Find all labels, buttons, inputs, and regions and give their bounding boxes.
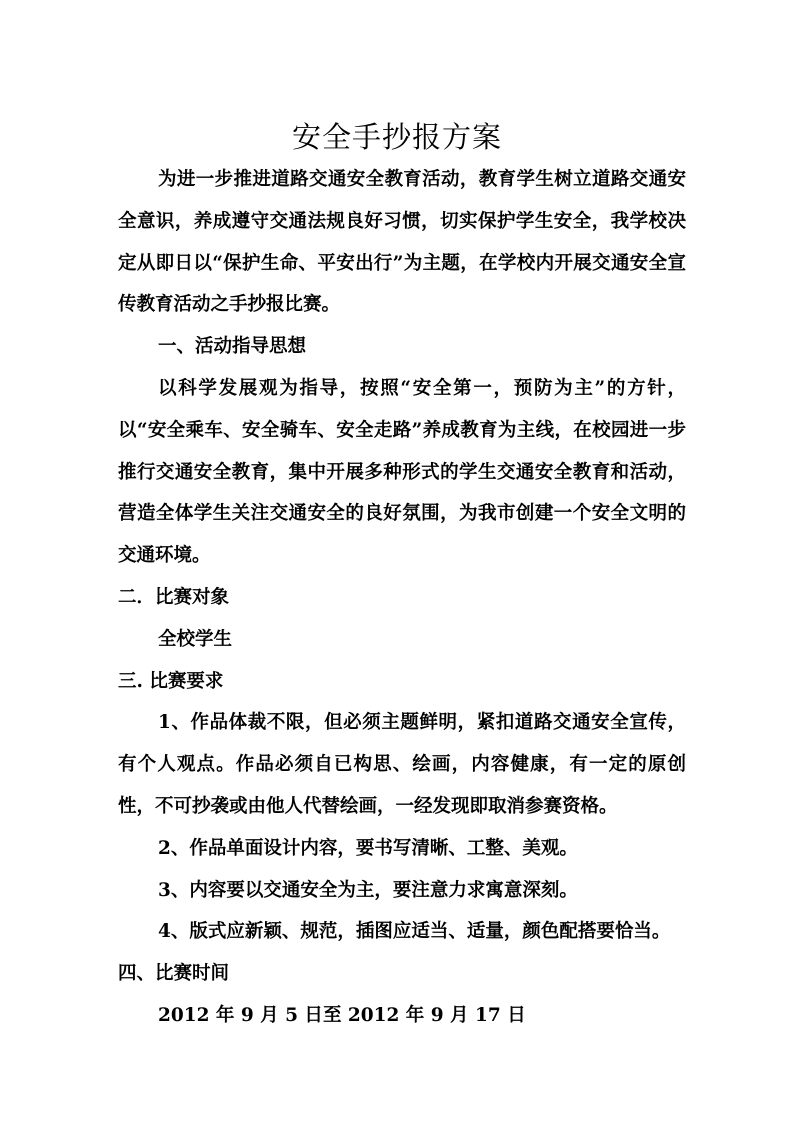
section-2-paragraph: 全校学生	[158, 628, 233, 650]
section-4-heading: 四、比赛时间	[118, 963, 230, 985]
section-1-heading: 一、活动指导思想	[158, 336, 307, 358]
document-body	[118, 159, 686, 1037]
section-3-heading: 三. 比赛要求	[118, 670, 224, 692]
intro-paragraph: 为进一步推进道路交通安全教育活动，教育学生树立道路交通安全意识，养成遵守交通法规良好习惯，切实保护学生安全，我学校决定从即日以“保护生命、平安出行”为主题，在学校内开展交通安全宣传教育活动之手抄报比赛。	[118, 169, 686, 316]
requirement-item-3: 3、内容要以交通安全为主，要注意力求寓意深刻。	[158, 879, 578, 901]
document-title: 安全手抄报方案	[291, 120, 502, 155]
requirement-item-1: 1、作品体裁不限，但必须主题鲜明，紧扣道路交通安全宣传，有个人观点。作品必须自已构思、绘画，内容健康，有一定的原创性，不可抄袭或由他人代替绘画，一经发现即取消参赛资格。	[118, 712, 686, 817]
requirement-item-2: 2、作品单面设计内容，要书写清晰、工整、美观。	[158, 837, 578, 859]
section-4-date-range: 2012 年 9 月 5 日至 2012 年 9 月 17 日	[158, 1004, 526, 1026]
requirement-item-4: 4、版式应新颖、规范，插图应适当、适量，颜色配搭要恰当。	[158, 921, 671, 943]
section-2-heading: 二．比赛对象	[118, 586, 230, 608]
section-1-paragraph: 以科学发展观为指导，按照“安全第一，预防为主”的方针，以“安全乘车、安全骑车、安全走路”养成教育为主线，在校园进一步推行交通安全教育，集中开展多种形式的学生交通安全教育和活动，营造全体学生关注交通安全的良好氛围，为我市创建一个安全文明的交通环境。	[118, 377, 686, 567]
